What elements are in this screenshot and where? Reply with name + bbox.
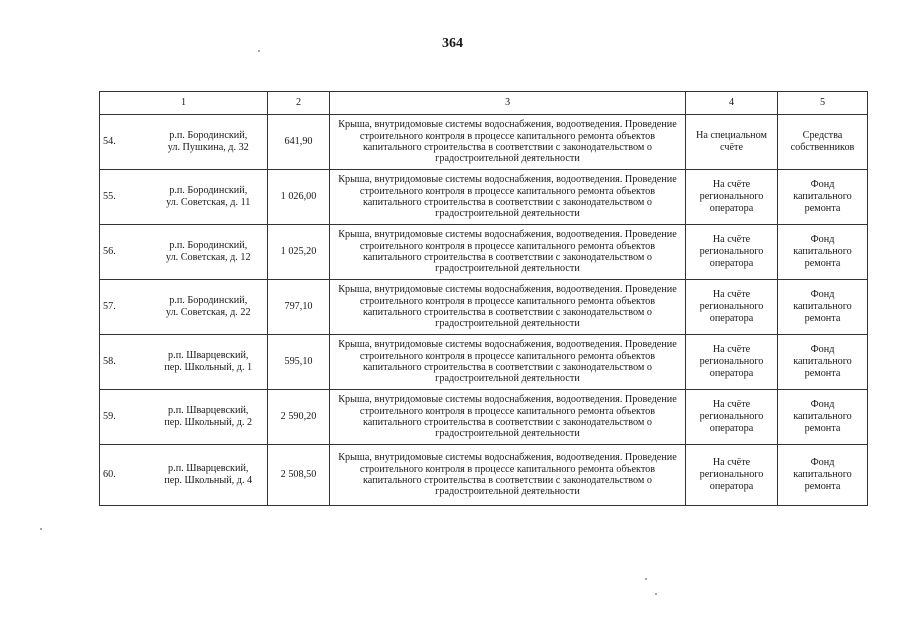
row-number: 54.	[100, 115, 150, 170]
address-cell	[150, 170, 268, 225]
area-cell: 797,10	[268, 280, 330, 335]
area-cell: 641,90	[268, 115, 330, 170]
address-locality: р.п. Бородинский,	[169, 130, 248, 141]
row-number: 60.	[100, 445, 150, 506]
row-number: 56.	[100, 225, 150, 280]
table-row	[100, 170, 868, 225]
column-header-work: 3	[330, 92, 686, 115]
address-street: ул. Советская, д. 22	[165, 307, 251, 318]
address-locality: р.п. Шварцевский,	[168, 405, 249, 416]
area-cell: 1 025,20	[268, 225, 330, 280]
area-cell: 2 508,50	[268, 445, 330, 506]
scan-speck	[258, 50, 260, 52]
address-street: ул. Пушкина, д. 32	[167, 142, 249, 153]
column-header-address: 1	[100, 92, 268, 115]
scan-speck	[40, 528, 42, 530]
funding-source-cell: Фонд капитального ремонта	[778, 390, 868, 445]
area-cell: 595,10	[268, 335, 330, 390]
address-street: пер. Школьный, д. 2	[164, 417, 253, 428]
address-street: ул. Советская, д. 12	[165, 252, 251, 263]
table-row	[100, 445, 868, 506]
work-description-cell: Крыша, внутридомовые системы водоснабжения, водоотведения. Проведение строительного контроля в процессе капитального ремонта объектов капитального строительства в соответствии с законодательством о градостроительной деятельности	[330, 170, 686, 225]
table-row	[100, 280, 868, 335]
work-description-cell: Крыша, внутридомовые системы водоснабжения, водоотведения. Проведение строительного контроля в процессе капитального ремонта объектов капитального строительства в соответствии с законодательством о градостроительной деятельности	[330, 115, 686, 170]
address-cell	[150, 390, 268, 445]
row-number: 59.	[100, 390, 150, 445]
funding-source-cell: Фонд капитального ремонта	[778, 445, 868, 506]
column-header-source: 5	[778, 92, 868, 115]
area-cell: 1 026,00	[268, 170, 330, 225]
account-cell: На специальном счёте	[686, 115, 778, 170]
work-description-cell: Крыша, внутридомовые системы водоснабжения, водоотведения. Проведение строительного контроля в процессе капитального ремонта объектов капитального строительства в соответствии с законодательством о градостроительной деятельности	[330, 225, 686, 280]
funding-source-cell: Фонд капитального ремонта	[778, 280, 868, 335]
address-locality: р.п. Шварцевский,	[168, 350, 249, 361]
repair-schedule-table	[99, 91, 868, 506]
work-description-cell: Крыша, внутридомовые системы водоснабжения, водоотведения. Проведение строительного контроля в процессе капитального ремонта объектов капитального строительства в соответствии с законодательством о градостроительной деятельности	[330, 390, 686, 445]
account-cell: На счёте регионального оператора	[686, 170, 778, 225]
account-cell: На счёте регионального оператора	[686, 445, 778, 506]
address-cell	[150, 335, 268, 390]
table-row	[100, 335, 868, 390]
address-cell	[150, 115, 268, 170]
table-row	[100, 225, 868, 280]
address-locality: р.п. Бородинский,	[169, 295, 248, 306]
address-street: пер. Школьный, д. 4	[164, 475, 253, 486]
row-number: 55.	[100, 170, 150, 225]
row-number: 57.	[100, 280, 150, 335]
funding-source-cell: Фонд капитального ремонта	[778, 225, 868, 280]
account-cell: На счёте регионального оператора	[686, 225, 778, 280]
column-header-account: 4	[686, 92, 778, 115]
row-number: 58.	[100, 335, 150, 390]
account-cell: На счёте регионального оператора	[686, 390, 778, 445]
address-cell	[150, 225, 268, 280]
address-street: ул. Советская, д. 11	[166, 197, 251, 208]
area-cell: 2 590,20	[268, 390, 330, 445]
funding-source-cell: Фонд капитального ремонта	[778, 335, 868, 390]
work-description-cell: Крыша, внутридомовые системы водоснабжения, водоотведения. Проведение строительного контроля в процессе капитального ремонта объектов капитального строительства в соответствии с законодательством о градостроительной деятельности	[330, 280, 686, 335]
address-locality: р.п. Шварцевский,	[168, 463, 249, 474]
address-cell	[150, 280, 268, 335]
funding-source-cell: Фонд капитального ремонта	[778, 170, 868, 225]
funding-source-cell: Средства собственников	[778, 115, 868, 170]
account-cell: На счёте регионального оператора	[686, 335, 778, 390]
scan-speck	[655, 593, 657, 595]
page-number: 364	[442, 36, 463, 51]
scan-speck	[645, 578, 647, 580]
address-locality: р.п. Бородинский,	[169, 240, 248, 251]
work-description-cell: Крыша, внутридомовые системы водоснабжения, водоотведения. Проведение строительного контроля в процессе капитального ремонта объектов капитального строительства в соответствии с законодательством о градостроительной деятельности	[330, 335, 686, 390]
address-locality: р.п. Бородинский,	[169, 185, 248, 196]
table-row	[100, 390, 868, 445]
account-cell: На счёте регионального оператора	[686, 280, 778, 335]
work-description-cell: Крыша, внутридомовые системы водоснабжения, водоотведения. Проведение строительного контроля в процессе капитального ремонта объектов капитального строительства в соответствии с законодательством о градостроительной деятельности	[330, 445, 686, 506]
address-cell	[150, 445, 268, 506]
address-street: пер. Школьный, д. 1	[164, 362, 253, 373]
table-row	[100, 115, 868, 170]
column-header-area: 2	[268, 92, 330, 115]
header-row	[100, 92, 868, 115]
